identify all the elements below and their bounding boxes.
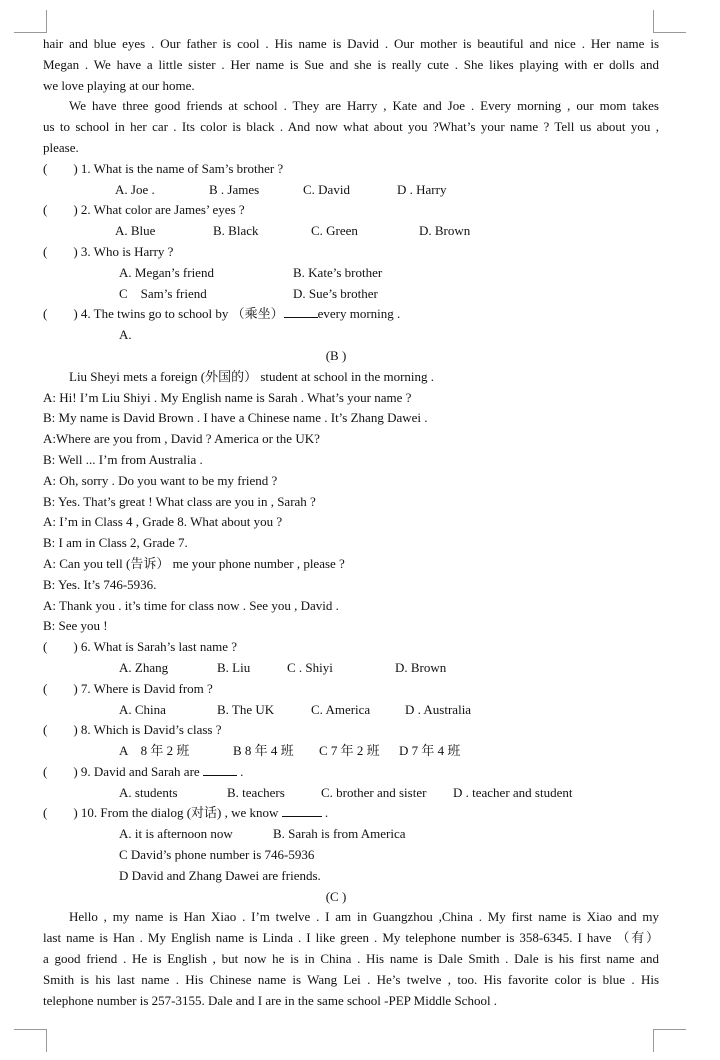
- question-9: ( ) 9. David and Sarah are .: [43, 763, 244, 779]
- document-page: [43, 34, 659, 1011]
- dialog-line: A: I’m in Class 4 , Grade 8. What about you ?: [43, 514, 283, 530]
- question-6-options: [43, 658, 659, 679]
- option: B. Liu: [217, 659, 251, 675]
- passage-line: last name is Han . My English name is Linda . I like green . My telephone number is 358-6345. I have （有）: [43, 930, 659, 946]
- option: A. Zhang: [119, 659, 169, 675]
- question-4-tail: every morning .: [317, 306, 401, 322]
- passage-line: hair and blue eyes . Our father is cool . His name is David . Our mother is beautiful and nice . Her name is: [43, 36, 659, 51]
- question-4-text: ( ) 4. The twins go to school by （乘坐）: [43, 306, 284, 322]
- page-corner-mark: [653, 10, 686, 33]
- option: C. America: [311, 701, 371, 717]
- question-10-options: [43, 824, 659, 845]
- option: A. Blue: [115, 223, 156, 239]
- page-corner-mark: [14, 1029, 47, 1052]
- dialog-line: A: Oh, sorry . Do you want to be my friend ?: [43, 472, 278, 488]
- option: C . Shiyi: [287, 659, 333, 675]
- page-corner-mark: [653, 1029, 686, 1052]
- section-intro: Liu Sheyi mets a foreign (外国的） student at school in the morning .: [69, 368, 435, 384]
- question-1-options: [43, 180, 659, 201]
- question-10-option-c: C David’s phone number is 746-5936: [119, 847, 315, 863]
- question-3: ( ) 3. Who is Harry ?: [43, 243, 174, 259]
- question-8-options: [43, 741, 659, 762]
- question-7-options: [43, 700, 659, 721]
- option: C. brother and sister: [321, 784, 427, 800]
- dialog-line: B: See you !: [43, 618, 108, 634]
- question-9-options: [43, 783, 659, 804]
- dialog-line: B: Yes. That’s great ! What class are you in , Sarah ?: [43, 493, 316, 509]
- section-heading: (C ): [325, 888, 347, 904]
- option: A. Joe .: [115, 181, 155, 197]
- option: C 7 年 2 班: [319, 743, 380, 759]
- option: B. Black: [213, 223, 259, 239]
- question-7: ( ) 7. Where is David from ?: [43, 680, 213, 696]
- passage-line: us to school in her car . Its color is black . And now what about you ?What’s your name ? Tell us about you ,: [43, 119, 659, 135]
- option: D . Australia: [405, 701, 472, 717]
- option: A. students: [119, 784, 178, 800]
- question-3-options: [43, 284, 659, 305]
- question-8: ( ) 8. Which is David’s class ?: [43, 722, 222, 738]
- question-4-options: [43, 325, 659, 346]
- question-10-text: ( ) 10. From the dialog (对话) , we know: [43, 805, 279, 821]
- option: B. The UK: [217, 701, 275, 717]
- option: D. Brown: [395, 659, 447, 675]
- answer-blank: [284, 305, 318, 318]
- passage-line: Hello , my name is Han Xiao . I’m twelve . I am in Guangzhou ,China . My first name is Xiao and my: [69, 909, 659, 925]
- question-4: [43, 304, 659, 325]
- question-9-text: ( ) 9. David and Sarah are: [43, 763, 200, 779]
- passage-line: Smith is his last name . His Chinese name is Wang Lei . He’s twelve , too. His favorite color is blue . His: [43, 971, 659, 987]
- dialog-line: B: Well ... I’m from Australia .: [43, 451, 203, 467]
- option: C. David: [303, 181, 350, 197]
- question-10: ( ) 10. From the dialog (对话) , we know .: [43, 805, 329, 821]
- option: B . James: [209, 181, 260, 197]
- question-10-option-d: D David and Zhang Dawei are friends.: [119, 867, 321, 883]
- option: D. Brown: [419, 223, 471, 239]
- option: C Sam’s friend: [119, 285, 207, 301]
- option: D 7 年 4 班: [399, 743, 461, 759]
- passage-line: telephone number is 257-3155. Dale and I are in the same school -PEP Middle School .: [43, 992, 498, 1008]
- passage-line: we love playing at our home.: [43, 77, 195, 93]
- dialog-line: A: Can you tell (告诉） me your phone number , please ?: [43, 555, 345, 571]
- dialog-line: B: Yes. It’s 746-5936.: [43, 576, 157, 592]
- section-heading: (B ): [325, 347, 347, 363]
- option: C. Green: [311, 223, 358, 239]
- dialog-line: A: Hi! I’m Liu Shiyi . My English name is Sarah . What’s your name ?: [43, 389, 412, 405]
- option: A. it is afternoon now: [119, 826, 233, 842]
- passage-line: Megan . We have a little sister . Her name is Sue and she is really cute . She likes playing with er dolls and: [43, 56, 659, 72]
- option: A.: [119, 327, 132, 343]
- option: B 8 年 4 班: [233, 743, 294, 759]
- dialog-line: A: Thank you . it’s time for class now . See you , David .: [43, 597, 339, 613]
- question-2: ( ) 2. What color are James’ eyes ?: [43, 202, 245, 218]
- question-2-options: [43, 221, 659, 242]
- passage-line: We have three good friends at school . They are Harry , Kate and Joe . Every morning , our mom takes: [69, 98, 659, 114]
- option: B. Kate’s brother: [293, 264, 383, 280]
- answer-blank: [203, 763, 237, 776]
- option: B. teachers: [227, 784, 285, 800]
- dialog-line: B: My name is David Brown . I have a Chinese name . It’s Zhang Dawei .: [43, 410, 428, 426]
- option: A. Megan’s friend: [119, 264, 214, 280]
- page-corner-mark: [14, 10, 47, 33]
- answer-blank: [282, 804, 322, 817]
- question-6: ( ) 6. What is Sarah’s last name ?: [43, 639, 237, 655]
- option: A. China: [119, 701, 166, 717]
- option: D . teacher and student: [453, 784, 573, 800]
- option: B. Sarah is from America: [273, 826, 406, 842]
- option: D . Harry: [397, 181, 447, 197]
- option: D. Sue’s brother: [293, 285, 378, 301]
- passage-line: please.: [43, 139, 79, 155]
- passage-line: a good friend . He is English , but now he is in China . His name is Dale Smith . Dale is his first name and: [43, 951, 659, 967]
- dialog-line: A:Where are you from , David ? America or the UK?: [43, 431, 320, 447]
- option: A 8 年 2 班: [119, 743, 190, 759]
- question-1: ( ) 1. What is the name of Sam’s brother ?: [43, 160, 284, 176]
- question-3-options: [43, 263, 659, 284]
- dialog-line: B: I am in Class 2, Grade 7.: [43, 535, 188, 551]
